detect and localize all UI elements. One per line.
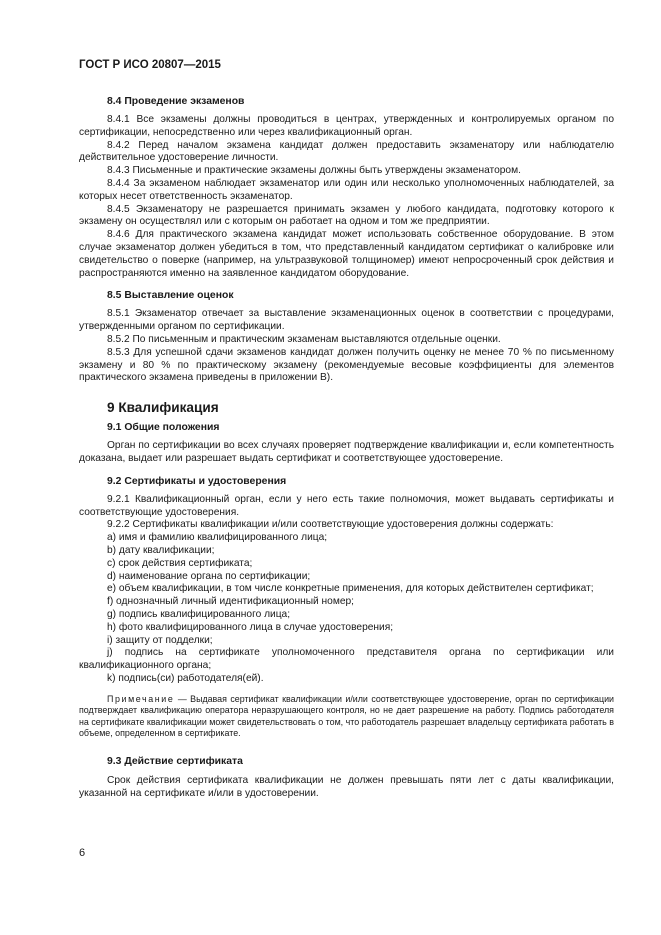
- note-text: — Выдавая сертификат квалификации и/или соответствующее удостоверение, орган по сертификации подтверждает квалификацию оператора неразрушающего контроля, но не дает разрешение на работу. Подпись работодателя на сертификате квалификации может свидетельствовать о том, что работодатель разрешает владельцу сертификата работать в объеме, определенном в сертификате.: [79, 693, 614, 738]
- list-item-h: h) фото квалифицированного лица в случае удостоверения;: [107, 621, 394, 633]
- list-item-b: b) дату квалификации;: [107, 544, 215, 556]
- paragraph-9-3: Срок действия сертификата квалификации не должен превышать пяти лет с даты квалификации, указанной на сертификате и/или в удостоверении.: [79, 775, 614, 800]
- paragraph-8-5-1: 8.5.1 Экзаменатор отвечает за выставление экзаменационных оценок в соответствии с процедурами, утвержденными органом по сертификации.: [79, 308, 614, 333]
- list-item-d: d) наименование органа по сертификации;: [107, 570, 311, 582]
- list-item-i: i) защиту от подделки;: [107, 634, 213, 646]
- page-number: 6: [79, 847, 86, 859]
- list-item-e: e) объем квалификации, в том числе конкретные применения, для которых действителен сертификат;: [107, 583, 594, 595]
- standard-code-header: ГОСТ Р ИСО 20807—2015: [79, 59, 221, 71]
- paragraph-8-4-6: 8.4.6 Для практического экзамена кандидат может использовать собственное оборудование. В этом случае экзаменатор должен убедиться в том, что представленный кандидатом сертификат о калибровке или свидетельство о поверке (например, на ультразвуковой толщиномер) имеют непросроченный срок действия и распространяются именно на заявленное кандидатом оборудование.: [79, 229, 614, 279]
- heading-9-1: 9.1 Общие положения: [107, 422, 220, 434]
- page-content: [79, 95, 614, 801]
- paragraph-8-5-2: 8.5.2 По письменным и практическим экзаменам выставляются отдельные оценки.: [107, 333, 501, 345]
- heading-8-5: 8.5 Выставление оценок: [107, 290, 234, 302]
- list-item-a: a) имя и фамилию квалифицированного лица;: [107, 532, 328, 544]
- heading-9: 9 Квалификация: [107, 400, 219, 416]
- heading-8-4: 8.4 Проведение экзаменов: [107, 96, 245, 107]
- paragraph-9-2-1: 9.2.1 Квалификационный орган, если у него есть такие полномочия, может выдавать сертификаты и соответствующие удостоверения.: [79, 493, 614, 518]
- paragraph-9-2-2: 9.2.2 Сертификаты квалификации и/или соответствующие удостоверения должны содержать:: [107, 519, 554, 531]
- paragraph-9-1: Орган по сертификации во всех случаях проверяет подтверждение квалификации и, если компетентность доказана, выдает или разрешает выдать сертификат и соответствующее удостоверение.: [79, 440, 614, 464]
- paragraph-8-4-5: 8.4.5 Экзаменатору не разрешается принимать экзамен у любого кандидата, подготовку которого к экзамену он осуществлял или с которым он работает на одном и том же предприятии.: [79, 203, 614, 228]
- note-paragraph: [79, 694, 614, 740]
- paragraph-8-5-3: 8.5.3 Для успешной сдачи экзаменов кандидат должен получить оценку не менее 70 % по письменному экзамену и 80 % по практическому экзамену (рекомендуемые весовые коэффициенты для элементов практического экзамена приведены в приложении В).: [79, 346, 614, 384]
- list-item-f: f) однозначный личный идентификационный номер;: [107, 596, 354, 608]
- heading-9-2: 9.2 Сертификаты и удостоверения: [107, 475, 287, 487]
- list-item-c: c) срок действия сертификата;: [107, 557, 253, 569]
- paragraph-8-4-2: 8.4.2 Перед началом экзамена кандидат должен предоставить экзаменатору или наблюдателю действительное удостоверение личности.: [79, 139, 614, 164]
- list-item-g: g) подпись квалифицированного лица;: [107, 608, 291, 620]
- paragraph-8-4-3: 8.4.3 Письменные и практические экзамены должны быть утверждены экзаменатором.: [107, 165, 521, 177]
- list-item-k: k) подпись(си) работодателя(ей).: [107, 672, 264, 684]
- paragraph-8-4-4: 8.4.4 За экзаменом наблюдает экзаменатор или один или несколько уполномоченных наблюдателей, за которых несет ответственность экзаменатор.: [79, 177, 614, 202]
- paragraph-8-4-1: 8.4.1 Все экзамены должны проводиться в центрах, утвержденных и контролируемых органом по сертификации, непосредственно или через квалификационный орган.: [79, 114, 614, 138]
- heading-9-3: 9.3 Действие сертификата: [107, 756, 243, 768]
- note-label: Примечание: [107, 693, 175, 704]
- list-item-j: j) подпись на сертификате уполномоченного представителя органа по сертификации или квалификационного органа;: [79, 647, 614, 672]
